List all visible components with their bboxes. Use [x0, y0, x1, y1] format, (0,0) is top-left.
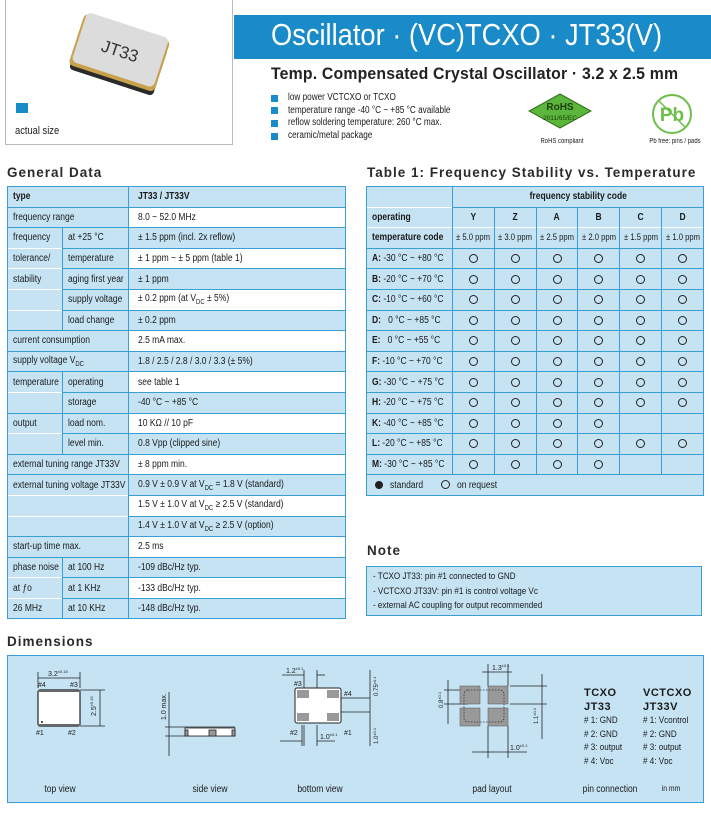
pad-layout-drawing: [432, 664, 562, 764]
bullet-icon: [271, 133, 278, 140]
pb-free-logo: [651, 93, 693, 135]
stability-cell: [662, 269, 704, 290]
note-line: - VCTCXO JT33V: pin #1 is control voltage Vc: [373, 585, 538, 597]
pin-label: #3: [294, 681, 302, 688]
unit-label: in mm: [661, 784, 681, 793]
stability-cell: [536, 434, 578, 455]
on-request-circle-icon: [678, 316, 687, 325]
stability-cell: [578, 454, 620, 475]
table-row: external tuning voltage JT33V 0.9 V ± 0.9 V at $V_{DC} = 1.8$ V (standard): [8, 475, 346, 496]
on-request-circle-icon: [594, 295, 603, 304]
table-row: D: 0 °C ~ +85 °C: [367, 310, 704, 331]
on-request-circle-icon: [511, 254, 520, 263]
feature-item: low power VCTCXO or TCXO: [271, 92, 486, 105]
on-request-circle-icon: [511, 295, 520, 304]
bullet-icon: [271, 107, 278, 114]
on-request-circle-icon: [511, 398, 520, 407]
table-row: H: -20 °C ~ +75 °C: [367, 392, 704, 413]
stability-cell: [453, 434, 495, 455]
stability-cell: [494, 331, 536, 352]
table-row: 1.4 V ± 1.0 V at $V_{DC} \ge 2.5$ V (option): [8, 516, 346, 537]
actual-size-square: [16, 103, 28, 113]
on-request-circle-icon: [678, 254, 687, 263]
stability-cell: [536, 310, 578, 331]
table-row: 26 MHz at 10 KHz -148 dBc/Hz typ.: [8, 598, 346, 619]
stability-cell: [620, 248, 662, 269]
on-request-circle-icon: [511, 460, 520, 469]
stability-cell: [620, 310, 662, 331]
table-row: A: -30 °C ~ +80 °C: [367, 248, 704, 269]
stability-cell: [536, 372, 578, 393]
stability-cell: [662, 372, 704, 393]
stability-cell: [620, 413, 662, 434]
side-view-drawing: [155, 690, 240, 760]
on-request-circle-icon: [469, 378, 478, 387]
pin-connection-tcxo: TCXO JT33 # 1: GND # 2: GND # 3: output # 4: Vᴅᴄ: [584, 687, 623, 767]
on-request-circle-icon: [594, 316, 603, 325]
stability-cell: [578, 269, 620, 290]
stability-cell: [578, 310, 620, 331]
table-row: F: -10 °C ~ +70 °C: [367, 351, 704, 372]
table-row: external tuning range JT33V ± 8 ppm min.: [8, 454, 346, 475]
stability-cell: [536, 289, 578, 310]
rohs-line1: RoHS: [546, 102, 574, 113]
on-request-circle-icon: [636, 378, 645, 387]
on-request-circle-icon: [469, 357, 478, 366]
pin-connection-vctcxo: VCTCXO JT33V # 1: Vcontrol # 2: GND # 3: output # 4: Vᴅᴄ: [643, 687, 692, 767]
stability-cell: [536, 248, 578, 269]
pb-free-caption: Pb free: pins / pads: [649, 138, 701, 145]
legend-row: standard on request: [367, 475, 704, 496]
on-request-circle-icon: [511, 439, 520, 448]
on-request-circle-icon: [469, 295, 478, 304]
on-request-circle-icon: [511, 419, 520, 428]
general-data-title: General Data: [7, 165, 103, 180]
on-request-circle-icon: [553, 378, 562, 387]
stability-cell: [578, 351, 620, 372]
actual-size-label: actual size: [15, 125, 60, 137]
on-request-circle-icon: [678, 275, 687, 284]
top-view-label: top view: [44, 784, 76, 795]
pin-label: #4: [38, 682, 46, 689]
table-row: M: -30 °C ~ +85 °C: [367, 454, 704, 475]
rohs-line2: 2011/65/EC: [543, 115, 577, 122]
stability-cell: [453, 269, 495, 290]
on-request-circle-icon: [511, 357, 520, 366]
table-row: load change ± 0.2 ppm: [8, 310, 346, 331]
standard-dot-icon: [375, 481, 383, 489]
stability-cell: [536, 269, 578, 290]
stability-cell: [620, 372, 662, 393]
table1-title: Table 1: Frequency Stability vs. Temperature: [367, 165, 697, 180]
side-view-label: side view: [192, 784, 228, 795]
table-row: C: -10 °C ~ +60 °C: [367, 289, 704, 310]
rohs-logo: [528, 93, 592, 129]
on-request-circle-icon: [441, 480, 450, 489]
bullet-icon: [271, 120, 278, 127]
table-row: frequency range 8.0 ~ 52.0 MHz: [8, 207, 346, 228]
stability-cell: [578, 372, 620, 393]
on-request-circle-icon: [678, 398, 687, 407]
stability-cell: [453, 392, 495, 413]
on-request-circle-icon: [553, 275, 562, 284]
top-width-label: $3.2^{\pm 0.15}$: [48, 669, 68, 678]
on-request-circle-icon: [636, 295, 645, 304]
feature-list: [271, 92, 486, 142]
stability-cell: [494, 392, 536, 413]
general-data-table: [7, 186, 346, 619]
pin-label: #4: [344, 691, 352, 698]
feature-item: reflow soldering temperature: 260 °C max.: [271, 117, 486, 130]
on-request-circle-icon: [553, 295, 562, 304]
stability-cell: [453, 454, 495, 475]
table-row: tolerance/ temperature ± 1 ppm ~ ± 5 ppm (table 1): [8, 248, 346, 269]
dimensions-title: Dimensions: [7, 634, 94, 649]
on-request-circle-icon: [469, 398, 478, 407]
note-line: - external AC coupling for output recommended: [373, 600, 543, 611]
on-request-circle-icon: [553, 398, 562, 407]
stability-cell: [578, 248, 620, 269]
stability-cell: [453, 310, 495, 331]
bottom-pad-height-label: $0.75^{\pm 0.1}$: [372, 676, 380, 696]
stability-cell: [494, 434, 536, 455]
stability-cell: [536, 392, 578, 413]
stability-cell: [494, 351, 536, 372]
stability-cell: [453, 289, 495, 310]
on-request-circle-icon: [469, 336, 478, 345]
on-request-circle-icon: [469, 254, 478, 263]
on-request-circle-icon: [636, 316, 645, 325]
stability-cell: [536, 331, 578, 352]
stability-cell: [578, 392, 620, 413]
stability-cell: [662, 331, 704, 352]
on-request-circle-icon: [469, 275, 478, 284]
stability-cell: [453, 331, 495, 352]
pad-height-label: $1.1^{\pm 0.1}$: [532, 707, 540, 724]
on-request-circle-icon: [678, 378, 687, 387]
on-request-circle-icon: [678, 357, 687, 366]
table-row: L: -20 °C ~ +85 °C: [367, 434, 704, 455]
on-request-circle-icon: [553, 460, 562, 469]
stability-table: [366, 186, 704, 496]
table-row: type JT33 / JT33V: [8, 187, 346, 208]
bottom-pad-gap-label: $1.0^{\pm 0.1}$: [320, 732, 338, 741]
pin-label: #1: [36, 730, 44, 737]
table-row: start-up time max. 2.5 ms: [8, 537, 346, 558]
on-request-circle-icon: [594, 254, 603, 263]
on-request-circle-icon: [636, 439, 645, 448]
table-row: at ƒo at 1 KHz -133 dBc/Hz typ.: [8, 578, 346, 599]
on-request-circle-icon: [594, 357, 603, 366]
stability-cell: [494, 269, 536, 290]
stability-cell: [620, 269, 662, 290]
on-request-circle-icon: [511, 316, 520, 325]
pb-logo-text: Pb: [659, 105, 685, 126]
on-request-circle-icon: [594, 398, 603, 407]
on-request-circle-icon: [594, 336, 603, 345]
stability-cell: [662, 310, 704, 331]
stability-cell: [620, 392, 662, 413]
stability-cell: [453, 248, 495, 269]
on-request-circle-icon: [511, 378, 520, 387]
bottom-pad-height2-label: $1.0^{\pm 0.1}$: [372, 727, 380, 744]
on-request-circle-icon: [678, 295, 687, 304]
bottom-view-drawing: [280, 666, 380, 761]
stability-cell: [494, 372, 536, 393]
table-row: current consumption 2.5 mA max.: [8, 331, 346, 352]
on-request-circle-icon: [636, 254, 645, 263]
top-view-drawing: [30, 666, 120, 756]
feature-item: ceramic/metal package: [271, 130, 486, 143]
bottom-pad-width-label: $1.2^{\pm 0.1}$: [286, 666, 304, 675]
stability-cell: [494, 289, 536, 310]
stability-cell: [453, 413, 495, 434]
stability-cell: [453, 372, 495, 393]
pin-label: #1: [344, 730, 352, 737]
pin-label: #2: [68, 730, 76, 737]
on-request-circle-icon: [553, 254, 562, 263]
on-request-circle-icon: [469, 460, 478, 469]
stability-cell: [494, 310, 536, 331]
feature-item: temperature range -40 °C ~ +85 °C available: [271, 105, 486, 118]
stability-cell: [662, 392, 704, 413]
on-request-circle-icon: [553, 419, 562, 428]
stability-cell: [536, 413, 578, 434]
stability-cell: [662, 248, 704, 269]
pin-label: #3: [70, 682, 78, 689]
on-request-circle-icon: [594, 439, 603, 448]
pad-gap-h-label: $1.0^{\pm 0.1}$: [510, 743, 528, 752]
on-request-circle-icon: [553, 316, 562, 325]
stability-cell: [662, 351, 704, 372]
table-row: temperature operating see table 1: [8, 372, 346, 393]
pin-connection-label: pin connection: [582, 784, 638, 795]
page-subtitle: Temp. Compensated Crystal Oscillator · 3.2 x 2.5 mm: [271, 64, 679, 83]
pin-label: #2: [290, 730, 298, 737]
stability-cell: [620, 331, 662, 352]
rohs-caption: RoHS compliant: [540, 138, 584, 145]
on-request-circle-icon: [678, 336, 687, 345]
on-request-circle-icon: [594, 419, 603, 428]
pad-gap-v-label: $0.8^{\pm 0.1}$: [437, 691, 445, 708]
on-request-circle-icon: [636, 398, 645, 407]
table-row: output load nom. 10 KΩ // 10 pF: [8, 413, 346, 434]
on-request-circle-icon: [594, 378, 603, 387]
stability-cell: [662, 413, 704, 434]
side-height-label: 1.0 max.: [161, 693, 168, 720]
stability-cell: [453, 351, 495, 372]
on-request-circle-icon: [636, 357, 645, 366]
on-request-circle-icon: [511, 336, 520, 345]
product-photo: [60, 12, 180, 96]
note-title: Note: [367, 543, 401, 558]
note-box: [366, 566, 702, 616]
table-header-row: temperature code ± 5.0 ppm ± 3.0 ppm ± 2.5 ppm ± 2.0 ppm ± 1.5 ppm ± 1.0 ppm: [367, 228, 704, 249]
on-request-circle-icon: [469, 316, 478, 325]
page-title: Oscillator · (VC)TCXO · JT33(V): [271, 17, 663, 52]
stability-cell: [494, 248, 536, 269]
note-line: - TCXO JT33: pin #1 connected to GND: [373, 571, 516, 582]
table-header-row: operating Y Z A B C D: [367, 207, 704, 228]
pad-width-label: $1.3^{\pm 0.1}$: [492, 664, 510, 672]
on-request-circle-icon: [469, 419, 478, 428]
stability-cell: [578, 434, 620, 455]
table-row: frequency at +25 °C ± 1.5 ppm (incl. 2x reflow): [8, 228, 346, 249]
stability-cell: [578, 413, 620, 434]
stability-cell: [620, 454, 662, 475]
table-row: stability aging first year ± 1 ppm: [8, 269, 346, 290]
table-row: phase noise at 100 Hz -109 dBc/Hz typ.: [8, 557, 346, 578]
top-height-label: $2.5^{\pm 0.15}$: [89, 696, 98, 716]
stability-cell: [662, 434, 704, 455]
stability-cell: [620, 289, 662, 310]
stability-cell: [662, 289, 704, 310]
on-request-circle-icon: [636, 275, 645, 284]
on-request-circle-icon: [594, 460, 603, 469]
bottom-view-label: bottom view: [297, 784, 343, 795]
on-request-circle-icon: [553, 357, 562, 366]
table-row: G: -30 °C ~ +75 °C: [367, 372, 704, 393]
on-request-circle-icon: [636, 336, 645, 345]
stability-cell: [494, 413, 536, 434]
stability-cell: [620, 434, 662, 455]
table-row: K: -40 °C ~ +85 °C: [367, 413, 704, 434]
on-request-circle-icon: [469, 439, 478, 448]
stability-cell: [536, 454, 578, 475]
chip-marking: JT33: [98, 36, 141, 67]
table-row: 1.5 V ± 1.0 V at $V_{DC} \ge 2.5$ V (standard): [8, 495, 346, 516]
on-request-circle-icon: [553, 439, 562, 448]
on-request-circle-icon: [678, 439, 687, 448]
on-request-circle-icon: [511, 275, 520, 284]
table-row: B: -20 °C ~ +70 °C: [367, 269, 704, 290]
stability-cell: [536, 351, 578, 372]
stability-cell: [620, 351, 662, 372]
pad-layout-label: pad layout: [472, 784, 512, 795]
stability-cell: [578, 289, 620, 310]
table-row: supply voltage $V_{DC}$ 1.8 / 2.5 / 2.8 / 3.0 / 3.3 (± 5%): [8, 351, 346, 372]
on-request-circle-icon: [553, 336, 562, 345]
table-header-row: frequency stability code: [367, 187, 704, 208]
stability-cell: [578, 331, 620, 352]
on-request-circle-icon: [594, 275, 603, 284]
bullet-icon: [271, 95, 278, 102]
stability-cell: [662, 454, 704, 475]
table-row: supply voltage ± 0.2 ppm (at $V_{DC} \pm 5\%$): [8, 289, 346, 310]
table-row: storage -40 °C ~ +85 °C: [8, 392, 346, 413]
table-row: level min. 0.8 Vpp (clipped sine): [8, 434, 346, 455]
table-row: E: 0 °C ~ +55 °C: [367, 331, 704, 352]
stability-cell: [494, 454, 536, 475]
